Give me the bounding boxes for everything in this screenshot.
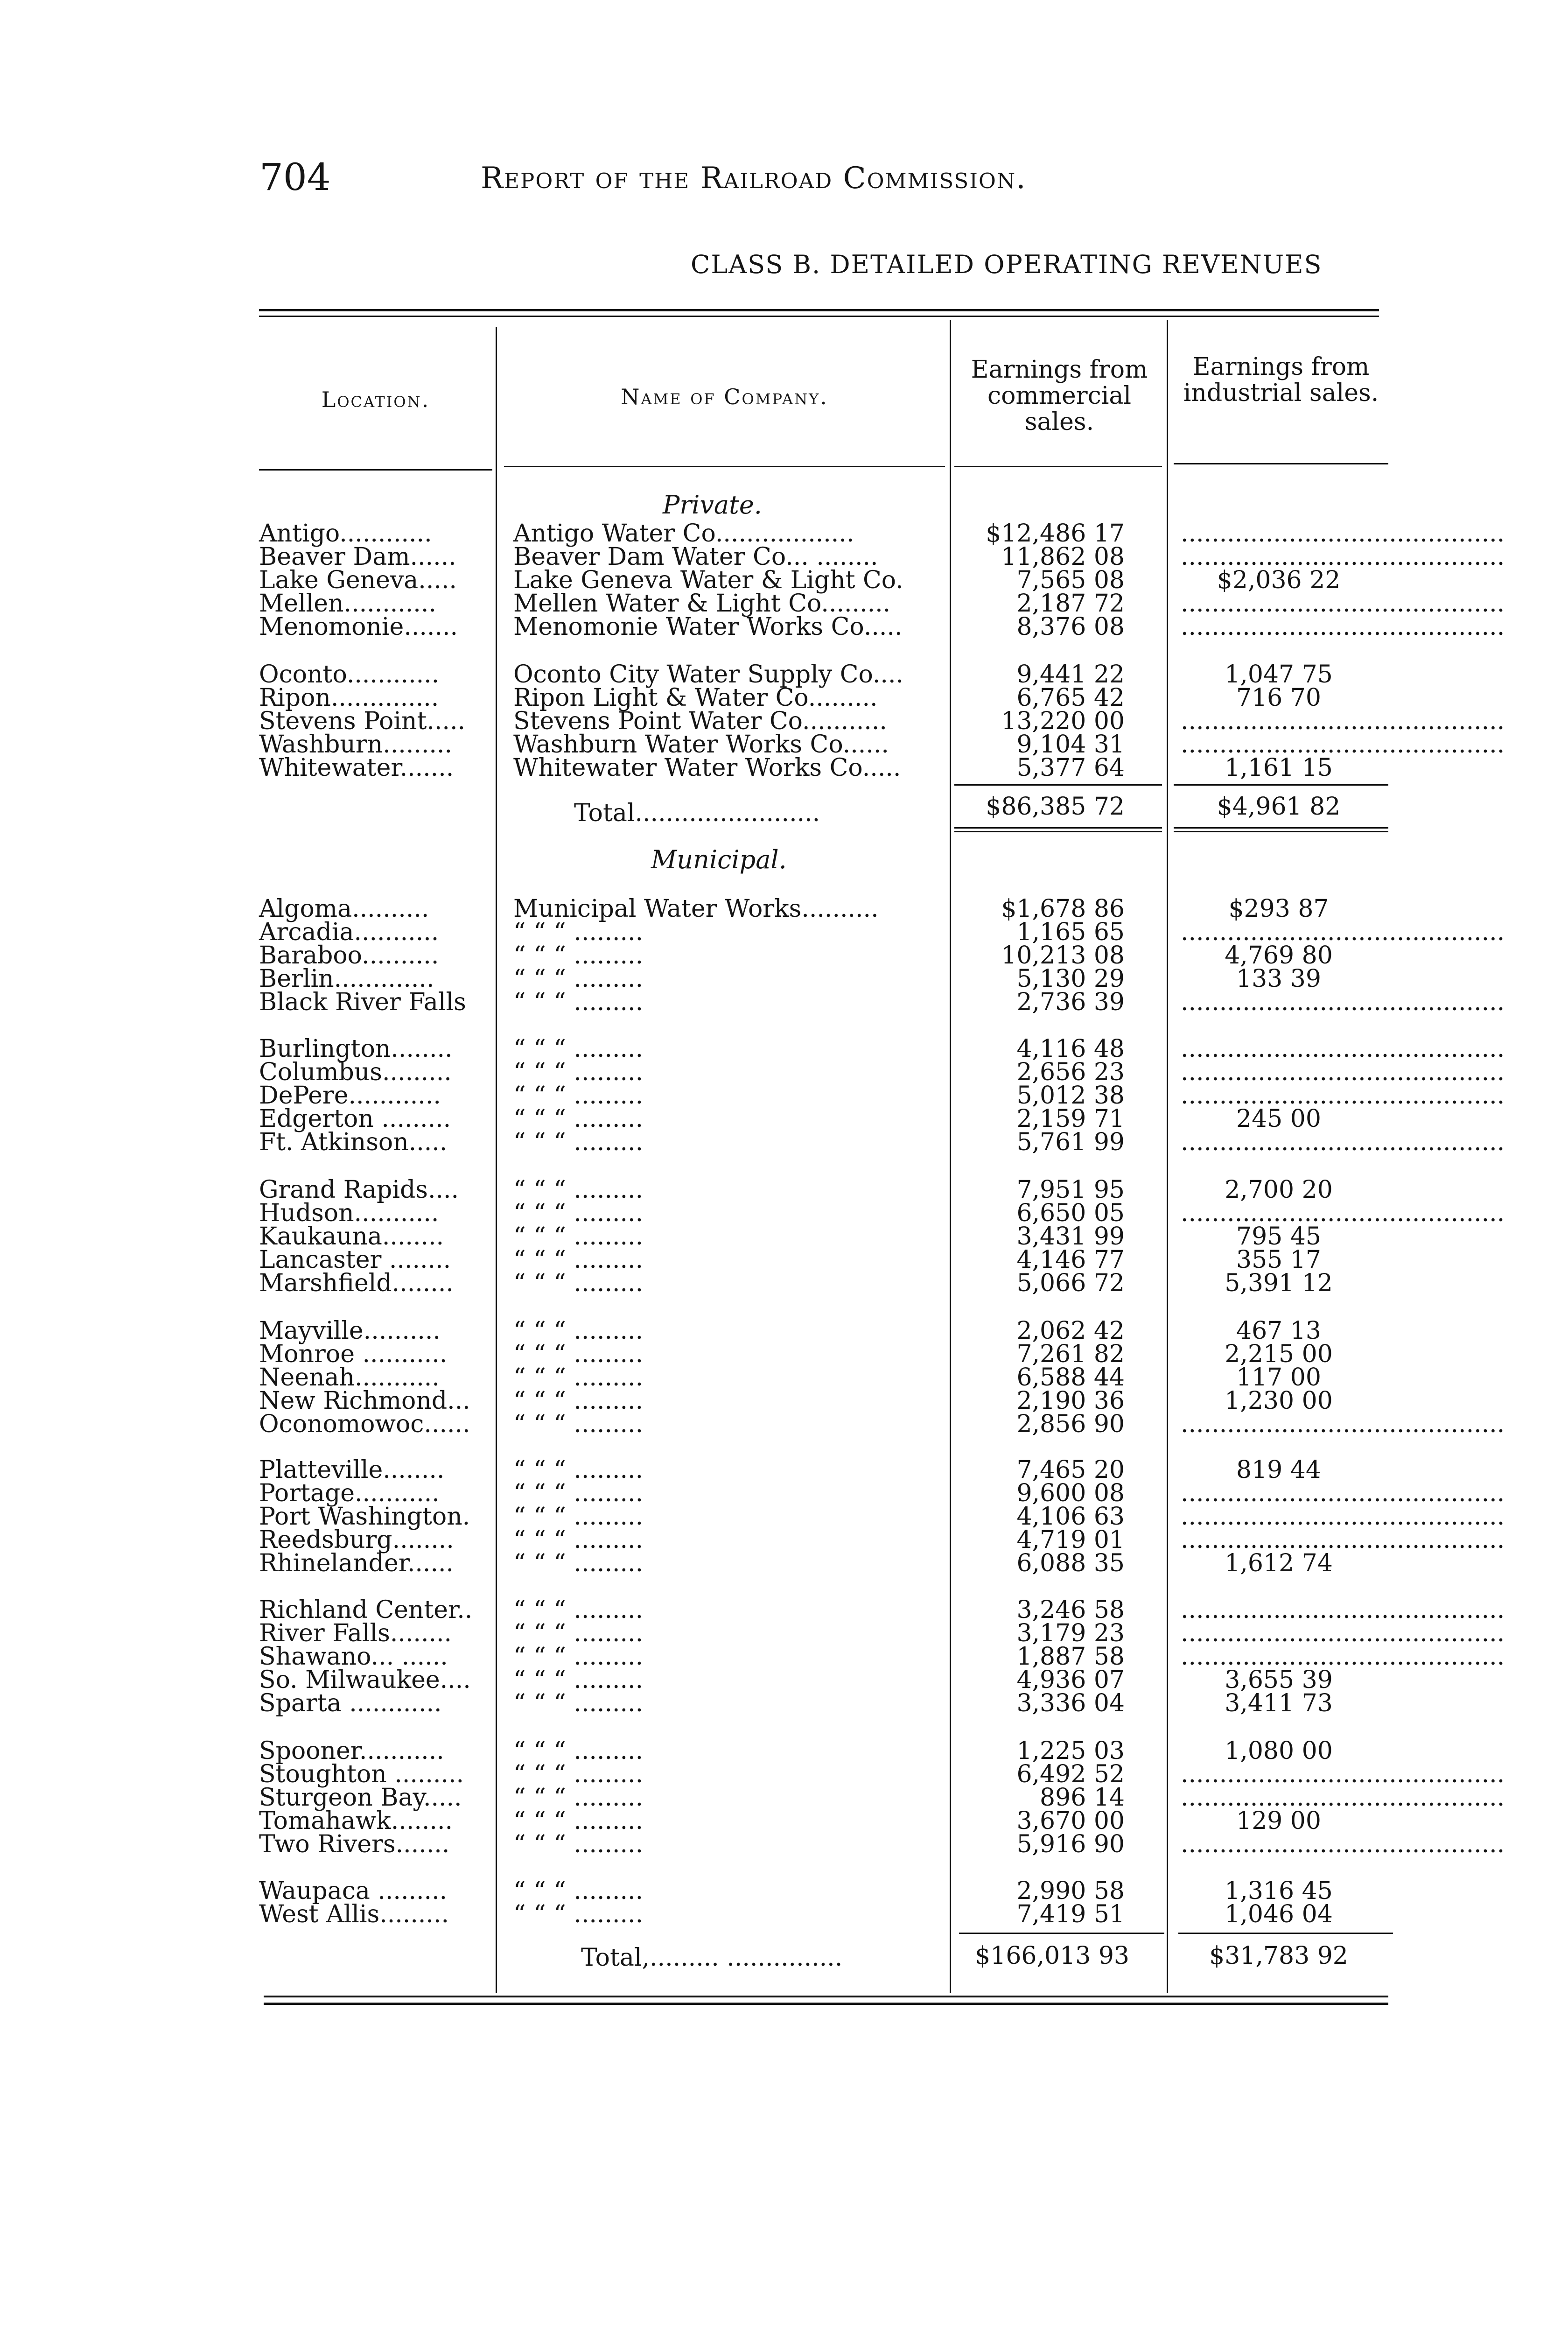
private-total-rule-commercial [954, 827, 1162, 829]
location-cell: Grand Rapids.... [259, 1176, 459, 1204]
commercial-cell: 7,565 08 [1016, 566, 1125, 594]
dot-leader: .......................................... [1181, 731, 1505, 759]
location-cell: Ft. Atkinson..... [259, 1128, 448, 1156]
table-row [0, 1340, 1568, 1368]
dot-leader: .......................................... [1181, 543, 1505, 571]
company-cell: “ “ “ ......... [513, 1830, 644, 1858]
industrial-cell: $2,036 22 [1217, 566, 1341, 594]
commercial-cell: 6,588 44 [1016, 1364, 1125, 1392]
industrial-cell: 1,046 04 [1225, 1900, 1333, 1928]
industrial-cell: 3,655 39 [1225, 1666, 1333, 1694]
company-cell: “ “ “ ......... [513, 1549, 644, 1577]
dot-leader: .......................................... [1181, 1082, 1505, 1110]
dot-leader: .......................................... [1181, 1410, 1505, 1438]
table-row [0, 1319, 1568, 1343]
table-row [0, 615, 1568, 639]
company-cell: “ “ “ ......... [513, 1526, 644, 1554]
table-row [0, 545, 1568, 569]
industrial-cell: 245 00 [1236, 1105, 1321, 1133]
company-cell: “ “ “ ......... [513, 1784, 644, 1812]
bottom-rule-1 [264, 1996, 1388, 1997]
header-commercial: Earnings from commercial sales. [971, 356, 1148, 436]
commercial-cell: 5,916 90 [1016, 1830, 1125, 1858]
dot-leader: .......................................... [1181, 1058, 1505, 1086]
company-cell: Ripon Light & Water Co......... [513, 684, 878, 712]
location-cell: Oconto............ [259, 661, 440, 689]
location-cell: Berlin............. [259, 965, 434, 993]
commercial-cell: 7,419 51 [1016, 1900, 1125, 1928]
commercial-cell: 2,856 90 [1016, 1410, 1125, 1438]
municipal-subtotal-rule-industrial [1178, 1933, 1393, 1934]
industrial-cell: 129 00 [1236, 1807, 1321, 1835]
company-cell: “ “ “ ......... [513, 1387, 644, 1415]
location-cell: Lancaster ........ [259, 1246, 451, 1274]
commercial-cell: 896 14 [1040, 1784, 1125, 1812]
commercial-cell: 4,146 77 [1016, 1246, 1125, 1274]
company-cell: “ “ “ ......... [513, 1035, 644, 1063]
location-cell: New Richmond... [259, 1387, 470, 1415]
commercial-cell: 3,431 99 [1016, 1223, 1125, 1251]
location-cell: Marshfield........ [259, 1269, 454, 1297]
commercial-cell: 9,600 08 [1016, 1479, 1125, 1507]
table-row [0, 897, 1568, 921]
municipal-total-industrial: $31,783 92 [1209, 1942, 1348, 1970]
table-row [0, 1389, 1568, 1413]
location-cell: Portage........... [259, 1479, 440, 1507]
commercial-cell: 8,376 08 [1016, 613, 1125, 641]
commercial-cell: 7,261 82 [1016, 1340, 1125, 1368]
commercial-cell: 11,862 08 [1001, 543, 1125, 571]
table-row [0, 1760, 1568, 1788]
company-cell: “ “ “ ......... [513, 1503, 644, 1531]
commercial-cell: 4,719 01 [1016, 1526, 1125, 1554]
table-row [0, 1458, 1568, 1482]
industrial-cell: 716 70 [1236, 684, 1321, 712]
industrial-cell: 1,080 00 [1225, 1737, 1333, 1765]
industrial-cell: 4,769 80 [1225, 942, 1333, 970]
company-cell: “ “ “ ......... [513, 1128, 644, 1156]
dot-leader: .......................................... [1181, 590, 1505, 618]
commercial-cell: 7,465 20 [1016, 1456, 1125, 1484]
dot-leader: .......................................... [1181, 1128, 1505, 1156]
company-cell: “ “ “ ......... [513, 1340, 644, 1368]
company-cell: “ “ “ ......... [513, 1737, 644, 1765]
table-row [0, 1128, 1568, 1156]
location-cell: Sturgeon Bay..... [259, 1784, 462, 1812]
top-rule-2 [259, 316, 1379, 317]
commercial-cell: 4,936 07 [1016, 1666, 1125, 1694]
header-company: Name of Company. [621, 384, 828, 409]
commercial-cell: 4,106 63 [1016, 1503, 1125, 1531]
commercial-cell: 3,179 23 [1016, 1619, 1125, 1647]
location-cell: Richland Center.. [259, 1596, 473, 1624]
commercial-cell: 5,012 38 [1016, 1082, 1125, 1110]
company-cell: “ “ “ ......... [513, 1246, 644, 1274]
commercial-cell: 2,190 36 [1016, 1387, 1125, 1415]
table-row [0, 1643, 1568, 1671]
location-cell: Neenah........... [259, 1364, 440, 1392]
location-cell: Arcadia........... [259, 918, 439, 946]
commercial-cell: 5,377 64 [1016, 754, 1125, 782]
private-total-rule-commercial-2 [954, 831, 1162, 832]
location-cell: Menomonie....... [259, 613, 458, 641]
municipal-total-commercial: $166,013 93 [975, 1942, 1129, 1970]
company-cell: Menomonie Water Works Co..... [513, 613, 903, 641]
table-row [0, 967, 1568, 991]
commercial-cell: 1,887 58 [1016, 1643, 1125, 1671]
table-row [0, 1739, 1568, 1763]
company-cell: Beaver Dam Water Co... ........ [513, 543, 878, 571]
table-row [0, 1223, 1568, 1251]
header-rule-company [504, 466, 945, 467]
industrial-cell: 1,230 00 [1225, 1387, 1333, 1415]
table-row [0, 756, 1568, 780]
commercial-cell: $1,678 86 [1001, 895, 1125, 923]
location-cell: Monroe ........... [259, 1340, 448, 1368]
table-row [0, 1784, 1568, 1812]
location-cell: Antigo............ [259, 520, 432, 548]
location-cell: Rhinelander...... [259, 1549, 454, 1577]
location-cell: Baraboo.......... [259, 942, 439, 970]
company-cell: Antigo Water Co.................. [513, 520, 854, 548]
location-cell: Oconomowoc...... [259, 1410, 470, 1438]
dot-leader: .......................................... [1181, 1619, 1505, 1647]
section-municipal-label: Municipal. [651, 845, 787, 874]
table-row [0, 942, 1568, 970]
private-total-rule-industrial [1174, 827, 1388, 829]
table-row [0, 1058, 1568, 1086]
dot-leader: .......................................... [1181, 918, 1505, 946]
commercial-cell: 6,492 52 [1016, 1760, 1125, 1788]
company-cell: “ “ “ ......... [513, 1760, 644, 1788]
company-cell: “ “ “ ......... [513, 1877, 644, 1905]
company-cell: “ “ “ ......... [513, 1807, 644, 1835]
commercial-cell: 4,116 48 [1016, 1035, 1125, 1063]
top-rule-1 [259, 309, 1379, 311]
table-row [0, 1082, 1568, 1110]
table-row [0, 1178, 1568, 1202]
municipal-total-label: Total,......... ............... [581, 1944, 843, 1972]
dot-leader: .......................................... [1181, 988, 1505, 1016]
industrial-cell: 1,047 75 [1225, 661, 1333, 689]
location-cell: Port Washington. [259, 1503, 470, 1531]
table-row [0, 1879, 1568, 1903]
industrial-cell: 5,391 12 [1225, 1269, 1333, 1297]
private-subtotal-rule-commercial [954, 784, 1162, 786]
company-cell: Stevens Point Water Co........... [513, 707, 887, 735]
commercial-cell: 6,650 05 [1016, 1199, 1125, 1227]
commercial-cell: 7,951 95 [1016, 1176, 1125, 1204]
dot-leader: .......................................... [1181, 1760, 1505, 1788]
table-row [0, 1689, 1568, 1717]
commercial-cell: 13,220 00 [1001, 707, 1125, 735]
location-cell: Columbus......... [259, 1058, 452, 1086]
private-total-label: Total........................ [574, 799, 820, 827]
running-head: Report of the Railroad Commission. [481, 161, 1027, 196]
industrial-cell: $293 87 [1228, 895, 1329, 923]
table-row [0, 1528, 1568, 1552]
commercial-cell: 2,062 42 [1016, 1317, 1125, 1345]
commercial-cell: 2,159 71 [1016, 1105, 1125, 1133]
location-cell: Hudson........... [259, 1199, 439, 1227]
table-row [0, 731, 1568, 759]
location-cell: Stoughton ......... [259, 1760, 464, 1788]
company-cell: “ “ “ ......... [513, 942, 644, 970]
commercial-cell: 9,104 31 [1016, 731, 1125, 759]
header-location: Location. [321, 387, 430, 412]
company-cell: Municipal Water Works.......... [513, 895, 879, 923]
dot-leader: .......................................... [1181, 1479, 1505, 1507]
commercial-cell: 2,736 39 [1016, 988, 1125, 1016]
header-industrial: Earnings from industrial sales. [1183, 353, 1379, 407]
commercial-cell: $12,486 17 [986, 520, 1125, 548]
table-row [0, 1107, 1568, 1131]
table-row [0, 1479, 1568, 1507]
company-cell: “ “ “ ......... [513, 1619, 644, 1647]
table-row [0, 566, 1568, 594]
dot-leader: .......................................... [1181, 1199, 1505, 1227]
location-cell: So. Milwaukee.... [259, 1666, 471, 1694]
location-cell: Sparta ............ [259, 1689, 442, 1717]
industrial-cell: 355 17 [1236, 1246, 1321, 1274]
company-cell: “ “ “ ......... [513, 1199, 644, 1227]
location-cell: Waupaca ......... [259, 1877, 448, 1905]
commercial-cell: 5,130 29 [1016, 965, 1125, 993]
table-row [0, 707, 1568, 735]
company-cell: “ “ “ ......... [513, 918, 644, 946]
location-cell: Edgerton ......... [259, 1105, 451, 1133]
industrial-cell: 1,316 45 [1225, 1877, 1333, 1905]
table-row [0, 1037, 1568, 1061]
commercial-cell: 3,246 58 [1016, 1596, 1125, 1624]
commercial-cell: 1,165 65 [1016, 918, 1125, 946]
location-cell: Ripon.............. [259, 684, 439, 712]
company-cell: Washburn Water Works Co...... [513, 731, 889, 759]
industrial-cell: 2,700 20 [1225, 1176, 1333, 1204]
industrial-cell: 819 44 [1236, 1456, 1321, 1484]
table-row [0, 661, 1568, 689]
dot-leader: .......................................... [1181, 1830, 1505, 1858]
table-row [0, 988, 1568, 1016]
location-cell: Lake Geneva..... [259, 566, 457, 594]
industrial-cell: 2,215 00 [1225, 1340, 1333, 1368]
table-row [0, 1598, 1568, 1622]
industrial-cell: 133 39 [1236, 965, 1321, 993]
table-row [0, 1549, 1568, 1577]
location-cell: Kaukauna........ [259, 1223, 444, 1251]
location-cell: Burlington........ [259, 1035, 453, 1063]
location-cell: Black River Falls [259, 988, 466, 1016]
company-cell: “ “ “ ......... [513, 1269, 644, 1297]
dot-leader: .......................................... [1181, 1643, 1505, 1671]
header-rule-location [259, 469, 492, 471]
private-total-rule-industrial-2 [1174, 831, 1388, 832]
location-cell: Whitewater....... [259, 754, 454, 782]
page-number: 704 [259, 155, 331, 199]
private-total-industrial: $4,961 82 [1217, 793, 1341, 821]
private-total-commercial: $86,385 72 [986, 793, 1125, 821]
location-cell: Two Rivers....... [259, 1830, 450, 1858]
company-cell: “ “ “ ......... [513, 1058, 644, 1086]
location-cell: Beaver Dam...... [259, 543, 456, 571]
header-rule-industrial [1174, 463, 1388, 464]
company-cell: Oconto City Water Supply Co.... [513, 661, 904, 689]
table-row [0, 686, 1568, 710]
bottom-rule-2 [264, 2003, 1388, 2005]
table-row [0, 918, 1568, 946]
company-cell: “ “ “ ......... [513, 1082, 644, 1110]
location-cell: DePere............ [259, 1082, 441, 1110]
table-row [0, 1668, 1568, 1692]
commercial-cell: 5,761 99 [1016, 1128, 1125, 1156]
industrial-cell: 117 00 [1236, 1364, 1321, 1392]
company-cell: “ “ “ ......... [513, 1317, 644, 1345]
commercial-cell: 3,336 04 [1016, 1689, 1125, 1717]
commercial-cell: 2,656 23 [1016, 1058, 1125, 1086]
company-cell: “ “ “ ......... [513, 1456, 644, 1484]
dot-leader: .......................................... [1181, 613, 1505, 641]
company-cell: “ “ “ ......... [513, 1105, 644, 1133]
table-row [0, 1199, 1568, 1227]
header-rule-commercial [954, 466, 1162, 467]
company-cell: “ “ “ ......... [513, 1900, 644, 1928]
table-caption: CLASS B. DETAILED OPERATING REVENUES [691, 250, 1323, 279]
table-row [0, 1503, 1568, 1531]
company-cell: Mellen Water & Light Co......... [513, 590, 891, 618]
table-row [0, 1248, 1568, 1272]
commercial-cell: 6,088 35 [1016, 1549, 1125, 1577]
industrial-cell: 467 13 [1236, 1317, 1321, 1345]
dot-leader: .......................................... [1181, 1503, 1505, 1531]
location-cell: Mellen............ [259, 590, 436, 618]
table-row [0, 590, 1568, 618]
location-cell: Washburn......... [259, 731, 452, 759]
commercial-cell: 2,990 58 [1016, 1877, 1125, 1905]
location-cell: Reedsburg........ [259, 1526, 454, 1554]
dot-leader: .......................................... [1181, 707, 1505, 735]
location-cell: River Falls........ [259, 1619, 452, 1647]
company-cell: “ “ “ ......... [513, 1223, 644, 1251]
table-row [0, 520, 1568, 548]
table-row [0, 1269, 1568, 1297]
commercial-cell: 3,670 00 [1016, 1807, 1125, 1835]
commercial-cell: 5,066 72 [1016, 1269, 1125, 1297]
dot-leader: .......................................... [1181, 1784, 1505, 1812]
table-row [0, 1410, 1568, 1438]
commercial-cell: 9,441 22 [1016, 661, 1125, 689]
company-cell: “ “ “ ......... [513, 1689, 644, 1717]
company-cell: “ “ “ ......... [513, 1666, 644, 1694]
industrial-cell: 1,612 74 [1225, 1549, 1333, 1577]
table-row [0, 1619, 1568, 1647]
company-cell: “ “ “ ......... [513, 1410, 644, 1438]
table-row [0, 1364, 1568, 1392]
dot-leader: .......................................... [1181, 1035, 1505, 1063]
location-cell: Algoma.......... [259, 895, 429, 923]
municipal-subtotal-rule-commercial [959, 1933, 1164, 1934]
company-cell: “ “ “ ......... [513, 1596, 644, 1624]
industrial-cell: 3,411 73 [1225, 1689, 1333, 1717]
company-cell: “ “ “ ......... [513, 1364, 644, 1392]
industrial-cell: 1,161 15 [1225, 754, 1333, 782]
commercial-cell: 1,225 03 [1016, 1737, 1125, 1765]
location-cell: Tomahawk........ [259, 1807, 453, 1835]
company-cell: Lake Geneva Water & Light Co. [513, 566, 903, 594]
private-subtotal-rule-industrial [1174, 784, 1388, 786]
dot-leader: .......................................... [1181, 520, 1505, 548]
commercial-cell: 2,187 72 [1016, 590, 1125, 618]
location-cell: Mayville.......... [259, 1317, 441, 1345]
company-cell: “ “ “ ......... [513, 1643, 644, 1671]
commercial-cell: 10,213 08 [1001, 942, 1125, 970]
location-cell: Spooner........... [259, 1737, 444, 1765]
company-cell: “ “ “ ......... [513, 1479, 644, 1507]
company-cell: “ “ “ ......... [513, 1176, 644, 1204]
company-cell: “ “ “ ......... [513, 988, 644, 1016]
location-cell: Stevens Point..... [259, 707, 465, 735]
location-cell: Platteville........ [259, 1456, 445, 1484]
dot-leader: .......................................... [1181, 1596, 1505, 1624]
table-row [0, 1900, 1568, 1928]
location-cell: Shawano... ...... [259, 1643, 448, 1671]
industrial-cell: 795 45 [1236, 1223, 1321, 1251]
location-cell: West Allis......... [259, 1900, 449, 1928]
table-row [0, 1830, 1568, 1858]
section-private-label: Private. [663, 490, 762, 520]
dot-leader: .......................................... [1181, 1526, 1505, 1554]
company-cell: “ “ “ ......... [513, 965, 644, 993]
table-row [0, 1809, 1568, 1833]
company-cell: Whitewater Water Works Co..... [513, 754, 901, 782]
commercial-cell: 6,765 42 [1016, 684, 1125, 712]
